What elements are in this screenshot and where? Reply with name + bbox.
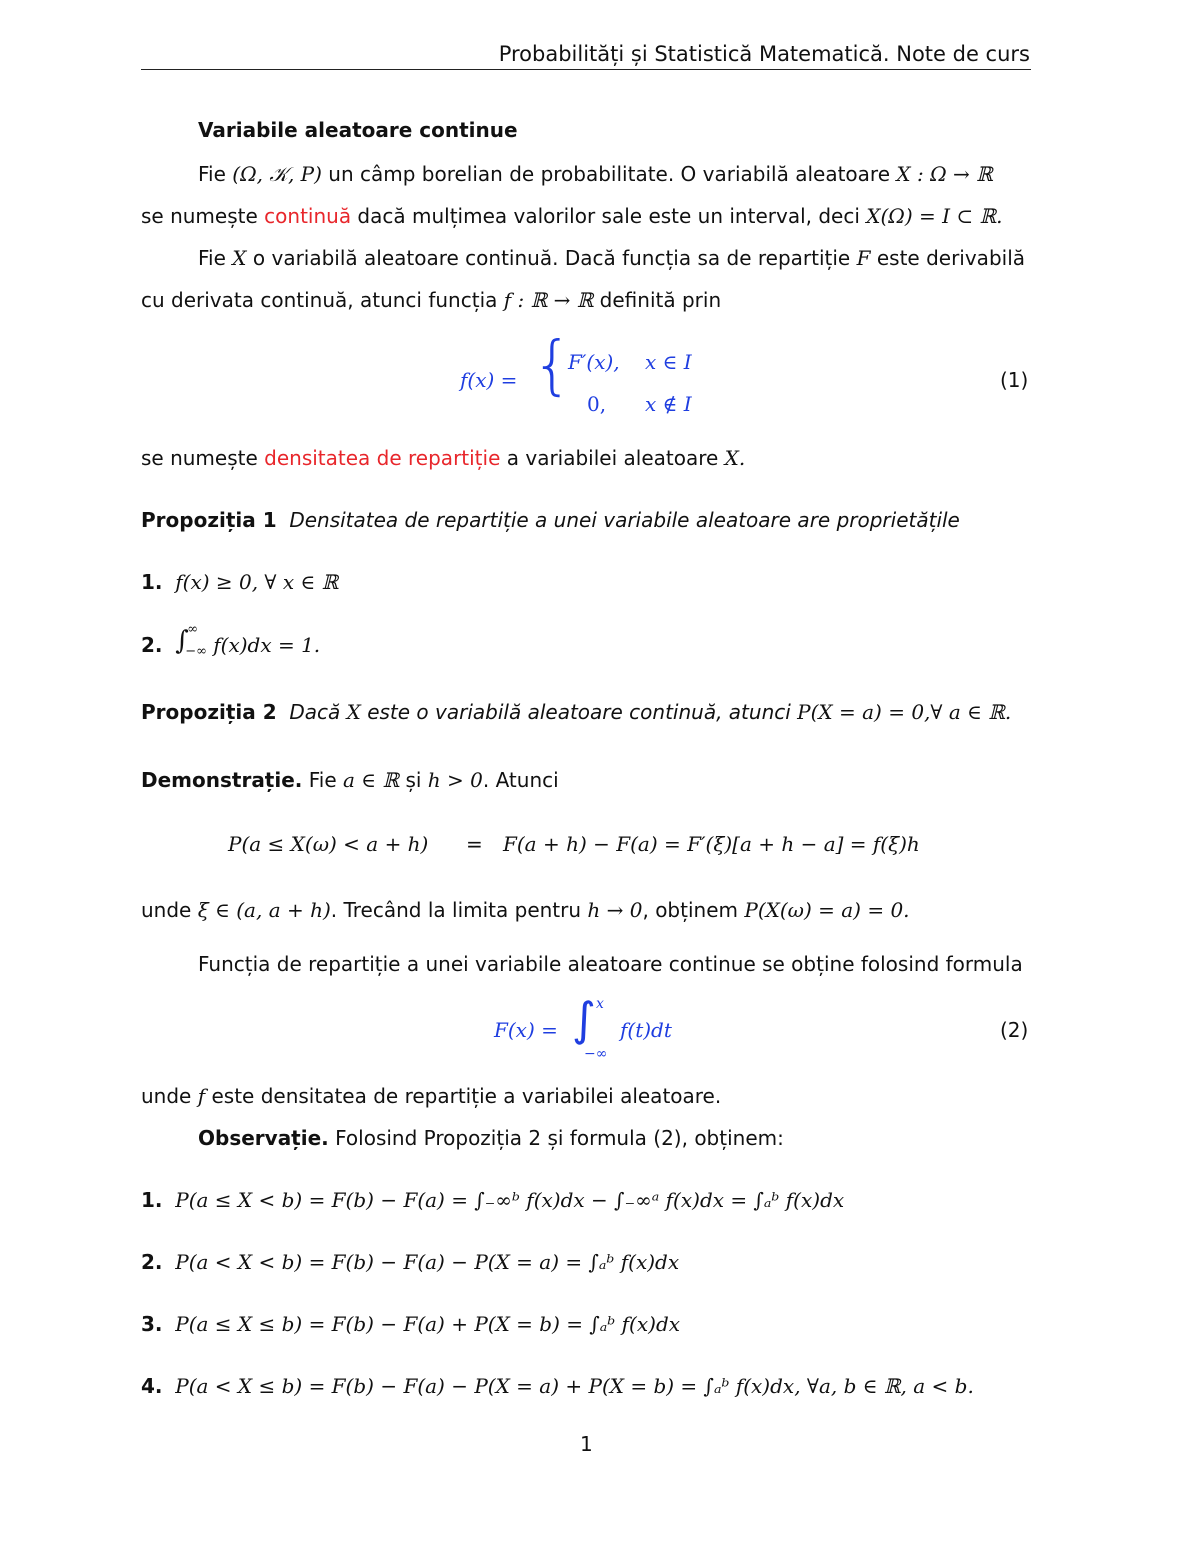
proposition-1 bbox=[141, 508, 960, 532]
list-item bbox=[141, 1188, 844, 1212]
math: P(X(ω) = a) = 0. bbox=[744, 898, 910, 922]
math: X bbox=[346, 700, 361, 724]
math: f(x)dx = 1. bbox=[213, 633, 321, 657]
list-item bbox=[141, 622, 321, 659]
item-number: 1. bbox=[141, 1188, 163, 1212]
eq2-lhs: F(x) = bbox=[494, 1018, 558, 1042]
observation-label: Observație. bbox=[198, 1126, 329, 1150]
eq2-integrand: f(t)dt bbox=[620, 1018, 672, 1042]
paragraph-line bbox=[141, 288, 721, 312]
math: a ∈ ℝ bbox=[343, 768, 400, 792]
running-header: Probabilități și Statistică Matematică. Note de curs bbox=[498, 42, 1030, 66]
math: X bbox=[232, 246, 247, 270]
observation bbox=[198, 1126, 784, 1150]
math: ξ ∈ (a, a + h) bbox=[197, 898, 331, 922]
math: P(a < X < b) = F(b) − F(a) − P(X = a) = ∫ₐᵇ f(x)dx bbox=[175, 1250, 680, 1274]
math: h → 0 bbox=[587, 898, 643, 922]
math: X. bbox=[724, 446, 746, 470]
math: P(a ≤ X ≤ b) = F(b) − F(a) + P(X = b) = ∫ₐᵇ f(x)dx bbox=[175, 1312, 681, 1336]
proposition-label: Propoziția 1 bbox=[141, 508, 277, 532]
text: unde bbox=[141, 898, 198, 922]
text: unde bbox=[141, 1084, 198, 1108]
defined-term: continuă bbox=[264, 204, 352, 228]
left-brace: { bbox=[532, 329, 573, 403]
text: . Trecând la limita pentru bbox=[330, 898, 588, 922]
text: a variabilei aleatoare bbox=[500, 446, 725, 470]
header-rule bbox=[141, 69, 1031, 70]
page-number: 1 bbox=[580, 1432, 593, 1456]
math: h > 0 bbox=[427, 768, 483, 792]
list-item bbox=[141, 570, 338, 594]
text: cu derivata continuă, atunci funcția bbox=[141, 288, 504, 312]
proof-equation-lhs: P(a ≤ X(ω) < a + h) bbox=[228, 832, 429, 856]
text: este densitatea de repartiție a variabilei aleatoare. bbox=[205, 1084, 722, 1108]
item-number: 1. bbox=[141, 570, 163, 594]
text: un câmp borelian de probabilitate. O variabilă aleatoare bbox=[321, 162, 897, 186]
proposition-label: Propoziția 2 bbox=[141, 700, 277, 724]
text: Fie bbox=[198, 162, 233, 186]
defined-term: densitatea de repartiție bbox=[264, 446, 501, 470]
text: Folosind Propoziția 2 și formula (2), obținem: bbox=[328, 1126, 784, 1150]
item-number: 4. bbox=[141, 1374, 163, 1398]
proposition-text: este o variabilă aleatoare continuă, atunci bbox=[360, 700, 798, 724]
math: F bbox=[856, 246, 871, 270]
math: f : ℝ → ℝ bbox=[503, 288, 594, 312]
text: și bbox=[399, 768, 428, 792]
integral-sign: ∫ bbox=[175, 626, 189, 656]
eq1-case1-condition: x ∈ I bbox=[645, 350, 692, 374]
paragraph-line: Funcția de repartiție a unei variabile aleatoare continue se obține folosind formula bbox=[198, 952, 1023, 976]
proposition-2 bbox=[141, 700, 1011, 724]
upper-limit: x bbox=[596, 996, 604, 1012]
lower-limit: −∞ bbox=[584, 1046, 608, 1062]
text: Fie bbox=[198, 246, 233, 270]
math: P(X = a) = 0,∀ a ∈ ℝ. bbox=[797, 700, 1012, 724]
text: . Atunci bbox=[482, 768, 559, 792]
list-item bbox=[141, 1250, 679, 1274]
text: o variabilă aleatoare continuă. Dacă funcția sa de repartiție bbox=[246, 246, 857, 270]
equation-number: (1) bbox=[1000, 368, 1029, 392]
upper-limit: ∞ bbox=[187, 622, 199, 637]
text: definită prin bbox=[593, 288, 722, 312]
text: dacă mulțimea valorilor sale este un interval, deci bbox=[351, 204, 867, 228]
math: P(a ≤ X < b) = F(b) − F(a) = ∫₋∞ᵇ f(x)dx − ∫₋∞ᵃ f(x)dx = ∫ₐᵇ f(x)dx bbox=[175, 1188, 845, 1212]
math: P(a < X ≤ b) = F(b) − F(a) − P(X = a) + P(X = b) = ∫ₐᵇ f(x)dx, ∀a, b ∈ ℝ, a < b. bbox=[175, 1374, 974, 1398]
paragraph-line bbox=[141, 446, 745, 470]
item-number: 3. bbox=[141, 1312, 163, 1336]
proposition-text: Densitatea de repartiție a unei variabile aleatoare are proprietățile bbox=[289, 508, 960, 532]
item-number: 2. bbox=[141, 633, 163, 657]
paragraph-line bbox=[198, 162, 993, 186]
proof-line bbox=[141, 768, 559, 792]
text: se numește bbox=[141, 446, 265, 470]
math: (Ω, 𝒦, P) bbox=[232, 162, 322, 186]
lower-limit: −∞ bbox=[185, 644, 207, 659]
math: f(x) ≥ 0, ∀ x ∈ ℝ bbox=[175, 570, 339, 594]
math: X : Ω → ℝ bbox=[896, 162, 993, 186]
integral-sign: ∫ bbox=[572, 992, 596, 1046]
proof-equation-equals: = bbox=[466, 832, 483, 856]
text: este derivabilă bbox=[870, 246, 1026, 270]
math: X(Ω) = I ⊂ ℝ. bbox=[866, 204, 1003, 228]
section-title: Variabile aleatoare continue bbox=[198, 118, 518, 142]
eq1-case2-condition: x ∉ I bbox=[645, 392, 692, 416]
text: Fie bbox=[302, 768, 344, 792]
eq1-case2-value: 0, bbox=[587, 392, 607, 416]
paragraph-line bbox=[141, 1084, 721, 1108]
list-item bbox=[141, 1374, 974, 1398]
list-item bbox=[141, 1312, 680, 1336]
math: f bbox=[197, 1084, 206, 1108]
eq1-lhs: f(x) = bbox=[460, 368, 518, 392]
eq1-case1-value: F′(x), bbox=[568, 350, 620, 374]
paragraph-line bbox=[198, 246, 1025, 270]
proof-conclusion bbox=[141, 898, 910, 922]
item-number: 2. bbox=[141, 1250, 163, 1274]
paragraph-line bbox=[141, 204, 1003, 228]
text: se numește bbox=[141, 204, 265, 228]
proof-label: Demonstrație. bbox=[141, 768, 303, 792]
proposition-text: Dacă bbox=[289, 700, 347, 724]
equation-number: (2) bbox=[1000, 1018, 1029, 1042]
text: , obținem bbox=[642, 898, 745, 922]
proof-equation-rhs: F(a + h) − F(a) = F′(ξ)[a + h − a] = f(ξ)h bbox=[503, 832, 920, 856]
